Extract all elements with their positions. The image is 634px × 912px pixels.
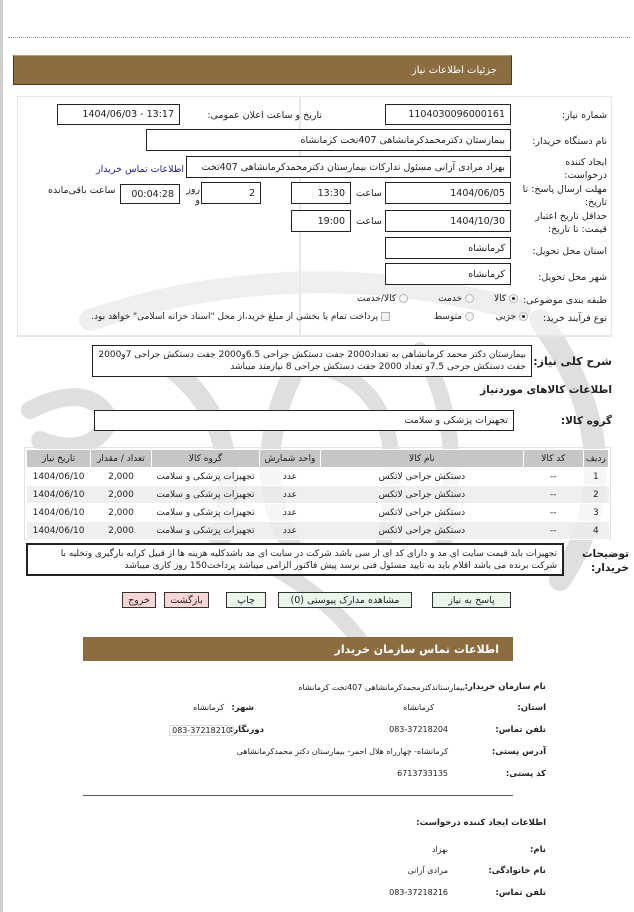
need-number-field: 1104030096000161 xyxy=(385,104,511,125)
goods-section-title: اطلاعات کالاهای موردنیاز xyxy=(480,384,612,396)
creator-phone-label: تلفن تماس: xyxy=(495,888,546,898)
summary-label: شرح کلی نیاز: xyxy=(533,355,612,368)
days-label: روز و xyxy=(186,184,200,206)
buyer-org-label: نام دستگاه خریدار: xyxy=(532,136,607,147)
table-row: 4 -- دستکش جراحی لاتکس عدد تجهیزات پزشکی و سلامت 2,000 1404/06/10 xyxy=(27,522,609,540)
summary-field: بیمارستان دکتر محمد کرمانشاهی به تعداد2000 جفت دستکش جراحی 6.5و2000 جفت دستکش جراحی 7و2000 جفت دستکش جرحی 7.5و تعداد 2000 جفت دستکش جراحی 8 نیازمند میباشد xyxy=(92,345,532,377)
buyer-contact-link[interactable]: اطلاعات تماس خریدار xyxy=(96,164,185,175)
creator-phone-value: 083-37218216 xyxy=(389,888,448,897)
creator-first-name-label: نام: xyxy=(529,845,546,855)
col-name: نام کالا xyxy=(320,450,523,468)
contact-org-value: بیمارستاندکترمحمدکرمانشاهی 407تخت کرمانشاه xyxy=(298,683,465,692)
col-date: تاریخ نیاز xyxy=(27,450,91,468)
contact-phone-value: 083-37218204 xyxy=(389,725,448,734)
contact-phone-label: تلفن تماس: xyxy=(495,725,546,735)
validity-label: حداقل تاریخ اعتبار xyxy=(535,211,607,222)
table-row: 2 -- دستکش جراحی لاتکس عدد تجهیزات پزشکی و سلامت 2,000 1404/06/10 xyxy=(27,486,609,504)
contact-address-value: کرمانشاه- چهارراه هلال احمر- بیمارستان دکتر محمدکرمانشاهی xyxy=(236,747,448,756)
left-border xyxy=(0,0,3,912)
radio-selected-icon xyxy=(509,294,518,303)
col-group: گروه کالا xyxy=(151,450,259,468)
col-qty: تعداد / مقدار xyxy=(91,450,152,468)
city-field: کرمانشاه xyxy=(385,263,511,285)
province-label: استان محل تحویل: xyxy=(532,246,607,257)
contact-fax-value: 083-37218210 xyxy=(169,725,234,736)
validity-time-field: 19:00 xyxy=(291,210,351,232)
page-title: جزئیات اطلاعات نیاز xyxy=(411,64,497,76)
goods-group-field: تجهیزات پزشکی و سلامت xyxy=(94,410,514,431)
validity-label-2: قیمت: تا تاریخ: xyxy=(547,224,607,235)
page-header xyxy=(13,55,512,85)
back-button[interactable]: بازگشت xyxy=(164,592,209,608)
buyer-org-field: بیمارستان دکترمحمدکرمانشاهی 407تخت کرمانشاه xyxy=(146,129,511,151)
deadline-label: مهلت ارسال پاسخ: تا xyxy=(522,184,607,195)
deadline-label-2: تاریخ: xyxy=(584,197,607,208)
city-label: شهر محل تحویل: xyxy=(538,272,607,283)
contact-postal-label: کد پستی: xyxy=(505,769,546,779)
creator-label-2: درخواست: xyxy=(564,170,607,181)
deadline-date-field: 1404/06/05 xyxy=(385,182,511,204)
deadline-time-field: 13:30 xyxy=(291,182,351,204)
contact-address-label: آدرس پستی: xyxy=(491,747,546,757)
creator-first-name-value: بهزاد xyxy=(431,845,448,854)
announce-label: تاریخ و ساعت اعلان عمومی: xyxy=(207,110,322,121)
items-table xyxy=(26,449,609,540)
respond-button[interactable]: پاسخ به نیاز xyxy=(432,592,511,608)
creator-field: بهزاد مرادی آزانی مسئول تدارکات بیمارستان دکترمحمدکرمانشاهی 407تخت xyxy=(186,156,511,178)
col-unit: واحد شمارش xyxy=(260,450,321,468)
contact-city-value: کرمانشاه xyxy=(193,703,224,712)
category-option-service[interactable]: خدمت xyxy=(438,294,474,304)
table-row: 1 -- دستکش جراحی لاتکس عدد تجهیزات پزشکی و سلامت 2,000 1404/06/10 xyxy=(27,468,609,486)
process-option-medium[interactable]: متوسط xyxy=(434,312,474,322)
category-option-goods-service[interactable]: کالا/خدمت xyxy=(357,294,408,304)
contact-province-value: کرمانشاه xyxy=(403,703,434,712)
buyer-notes-label-2: خریدار: xyxy=(591,562,629,574)
treasury-checkbox[interactable]: پرداخت تمام یا بخشی از مبلغ خرید،از محل "اسناد خزانه اسلامی" خواهد بود. xyxy=(91,312,390,322)
remaining-time-field: 00:04:28 xyxy=(120,184,180,204)
contact-postal-value: 6713733135 xyxy=(397,769,448,778)
print-button[interactable]: چاپ xyxy=(226,592,266,608)
buyer-notes-label: توضیحات xyxy=(581,548,629,560)
creator-section-title: اطلاعات ایجاد کننده درخواست: xyxy=(416,818,546,828)
buyer-notes-field: تجهیزات باید قیمت سایت ای مد و دارای کد ای ار سی باشد شرکت در سایت ای مد باشدکلیه هزینه ها از قبیل کرایه بارگیری وتخلیه با شرکت برنده می باشد اقلام باید به تایید مسئول فنی برسد پیش فاکتور الزامی میباشد پرداخت150 روز کاری میباشد xyxy=(26,543,564,576)
remaining-time-label: ساعت باقی‌مانده xyxy=(48,185,116,196)
contact-org-label: نام سازمان خریدار: xyxy=(464,682,546,692)
validity-hour-label: ساعت xyxy=(356,216,382,227)
col-row: ردیف xyxy=(583,450,608,468)
radio-icon xyxy=(399,294,408,303)
category-option-goods[interactable]: کالا xyxy=(494,294,518,304)
deadline-hour-label: ساعت xyxy=(356,188,382,199)
radio-selected-icon xyxy=(519,312,528,321)
contact-fax-label: دورنگار: xyxy=(229,725,264,735)
days-remaining-field: 2 xyxy=(201,182,261,204)
dotted-divider xyxy=(8,37,630,38)
contact-city-label: شهر: xyxy=(231,703,254,713)
process-label: نوع فرآیند خرید: xyxy=(542,313,607,324)
creator-label: ایجاد کننده xyxy=(565,157,607,168)
col-code: کد کالا xyxy=(523,450,583,468)
checkbox-icon xyxy=(381,312,390,321)
radio-icon xyxy=(465,312,474,321)
need-number-label: شماره نیاز: xyxy=(561,110,607,121)
goods-group-label: گروه کالا: xyxy=(560,415,612,427)
province-field: کرمانشاه xyxy=(385,237,511,259)
creator-last-name-value: مرادی آزانی xyxy=(407,866,448,875)
validity-date-field: 1404/10/30 xyxy=(385,210,511,232)
divider xyxy=(17,336,612,337)
attachments-button[interactable]: مشاهده مدارک پیوستی (0) xyxy=(278,592,412,608)
announce-date-field: 1404/06/03 - 13:17 xyxy=(57,104,180,125)
radio-icon xyxy=(465,294,474,303)
category-label: طبقه بندی موضوعی: xyxy=(522,295,607,306)
creator-last-name-label: نام خانوادگی: xyxy=(488,866,546,876)
contact-province-label: استان: xyxy=(517,703,546,713)
exit-button[interactable]: خروج xyxy=(122,592,156,608)
contact-header: اطلاعات تماس سازمان خریدار xyxy=(83,637,513,661)
contact-divider xyxy=(83,795,513,796)
process-option-minor[interactable]: جزیی xyxy=(496,312,528,322)
table-row: 3 -- دستکش جراحی لاتکس عدد تجهیزات پزشکی و سلامت 2,000 1404/06/10 xyxy=(27,504,609,522)
